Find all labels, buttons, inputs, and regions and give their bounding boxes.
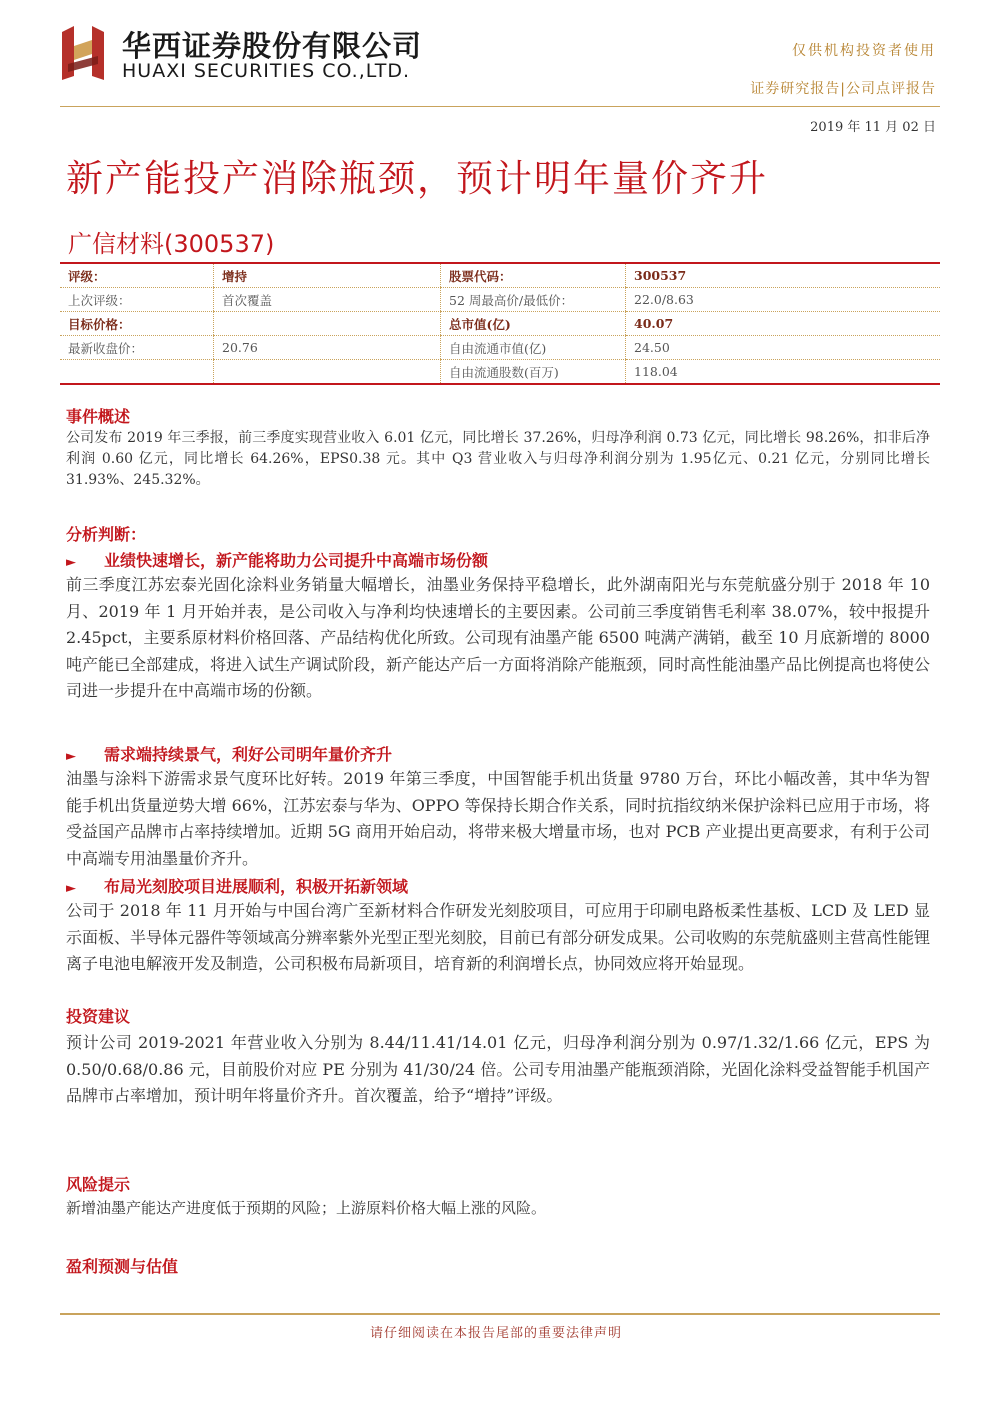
- analysis-point-body: 公司于 2018 年 11 月开始与中国台湾广至新材料合作研发光刻胶项目，可应用于印刷电路板柔性基板、LCD 及 LED 显示面板、半导体元器件等领域高分辨率紫外光型正型光刻胶，目前已有部分研发成果。公司收购的东莞航盛则主营高性能锂离子电池电解液开发及制造，公司积极布局新项目，培育新的利润增长点，协同效应将开始显现。: [66, 901, 931, 973]
- table-cell: 目标价格：: [60, 312, 214, 336]
- event-body: 公司发布 2019 年三季报，前三季度实现营业收入 6.01 亿元，同比增长 37.26%，归母净利润 0.73 亿元，同比增长 98.26%，扣非后净利润 0.60 亿元，同比增长 64.26%，EPS0.38 元。其中 Q3 营业收入与归母净利润分别为 1.95亿元、0.21 亿元，分别同比增长 31.93%、245.32%。: [66, 430, 930, 488]
- table-cell: 最新收盘价：: [60, 336, 214, 360]
- triangle-bullet-icon: ►: [66, 555, 76, 570]
- table-row: [60, 336, 940, 360]
- triangle-bullet-icon: ►: [66, 749, 76, 764]
- report-type-tag: 证券研究报告|公司点评报告: [750, 81, 936, 97]
- table-row: [60, 360, 940, 385]
- analysis-point-body: 前三季度江苏宏泰光固化涂料业务销量大幅增长，油墨业务保持平稳增长，此外湖南阳光与东莞航盛分别于 2018 年 10 月、2019 年 1 月开始并表，是公司收入与净利均快速增长的主要因素。公司前三季度销售毛利率 38.07%，较中报提升 2.45pct，主要系原材料价格回落、产品结构优化所致。公司现有油墨产能 6500 吨满产满销，截至 10 月底新增的 8000 吨产能已全部建成，将进入试生产调试阶段，新产能达产后一方面将消除产能瓶颈，同时高性能油墨产品比例提高也将使公司进一步提升在中高端市场的份额。: [66, 575, 931, 700]
- table-cell: 40.07: [626, 312, 941, 336]
- rating-info-table: [60, 262, 940, 385]
- company-name-cn: 华西证券股份有限公司: [122, 29, 423, 63]
- table-cell: 22.0/8.63: [626, 288, 941, 312]
- table-cell: 24.50: [626, 336, 941, 360]
- table-row: [60, 312, 940, 336]
- analysis-point-heading: [66, 742, 392, 765]
- table-cell: 增持: [214, 263, 441, 288]
- investment-section-title: 投资建议: [66, 1007, 131, 1026]
- report-title: 新产能投产消除瓶颈，预计明年量价齐升: [66, 157, 768, 200]
- table-cell: [214, 312, 441, 336]
- point-heading-text: 业绩快速增长，新产能将助力公司提升中高端市场份额: [104, 551, 489, 570]
- table-cell: 自由流通市值(亿): [441, 336, 626, 360]
- table-cell: 评级：: [60, 263, 214, 288]
- table-cell: 300537: [626, 263, 941, 288]
- table-cell: 118.04: [626, 360, 941, 385]
- footer-divider: [60, 1313, 940, 1315]
- analysis-point-body: 油墨与涂料下游需求景气度环比好转。2019 年第三季度，中国智能手机出货量 9780 万台，环比小幅改善，其中华为智能手机出货量逆势大增 66%，江苏宏泰与华为、OPPO 等保持长期合作关系，同时抗指纹纳米保护涂料已应用于市场，将受益国产品牌市占率持续增加。近期 5G 商用开始启动，将带来极大增量市场，也对 PCB 产业提出更高要求，有利于公司中高端专用油墨量价齐升。: [66, 769, 930, 868]
- table-cell: [214, 360, 441, 385]
- table-row: [60, 288, 940, 312]
- triangle-bullet-icon: ►: [66, 881, 76, 896]
- huaxi-logo-icon: [58, 24, 108, 82]
- legal-notice-footer: 请仔细阅读在本报告尾部的重要法律声明: [369, 1326, 622, 1341]
- audience-tag: 仅供机构投资者使用: [792, 43, 936, 59]
- investment-body: 预计公司 2019-2021 年营业收入分别为 8.44/11.41/14.01 亿元，归母净利润分别为 0.97/1.32/1.66 亿元，EPS 为 0.50/0.68/0.86 元，目前股价对应 PE 分别为 41/30/24 倍。公司专用油墨产能瓶颈消除，光固化涂料受益智能手机国产品牌市占率增加，预计明年将量价齐升。首次覆盖，给予“增持”评级。: [66, 1033, 930, 1105]
- analysis-section-title: 分析判断：: [66, 525, 147, 544]
- event-section-title: 事件概述: [66, 407, 131, 426]
- stock-name: 广信材料(300537): [68, 230, 275, 258]
- report-date: 2019 年 11 月 02 日: [810, 120, 936, 135]
- table-cell: 股票代码：: [441, 263, 626, 288]
- forecast-section-title: 盈利预测与估值: [66, 1257, 179, 1276]
- table-cell: 52 周最高价/最低价：: [441, 288, 626, 312]
- point-heading-text: 布局光刻胶项目进展顺利，积极开拓新领域: [104, 877, 409, 896]
- table-cell: 总市值(亿): [441, 312, 626, 336]
- point-heading-text: 需求端持续景气，利好公司明年量价齐升: [104, 745, 393, 764]
- company-name-en: HUAXI SECURITIES CO.,LTD.: [122, 60, 410, 82]
- table-row: [60, 263, 940, 288]
- table-cell: 20.76: [214, 336, 441, 360]
- risk-section-title: 风险提示: [66, 1175, 131, 1194]
- table-cell: [60, 360, 214, 385]
- risk-body: 新增油墨产能达产进度低于预期的风险；上游原料价格大幅上涨的风险。: [66, 1199, 547, 1217]
- header-divider: [60, 106, 940, 107]
- table-cell: 上次评级：: [60, 288, 214, 312]
- table-cell: 自由流通股数(百万): [441, 360, 626, 385]
- analysis-point-heading: [66, 874, 408, 897]
- table-cell: 首次覆盖: [214, 288, 441, 312]
- analysis-point-heading: [66, 548, 488, 571]
